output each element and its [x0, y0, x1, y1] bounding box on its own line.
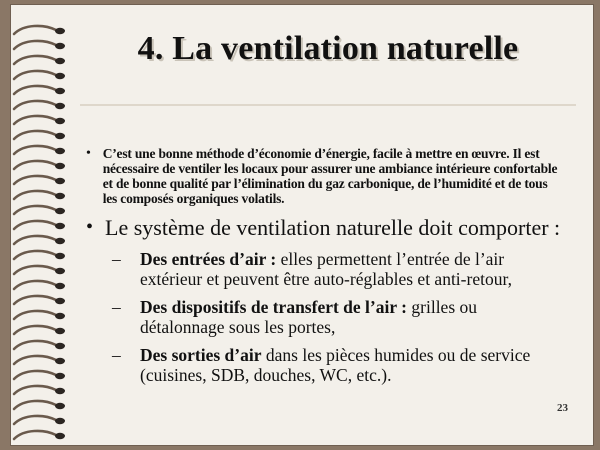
binding-hole	[55, 343, 65, 349]
spiral-ring	[14, 341, 56, 349]
spiral-ring	[14, 161, 56, 169]
spiral-ring	[14, 71, 56, 79]
binding-hole	[55, 133, 65, 139]
binding-hole	[55, 193, 65, 199]
spiral-ring	[14, 206, 56, 214]
bullet-1-text: C’est une bonne méthode d’économie d’énergie, facile à mettre en œuvre. Il est nécessaire de ventiler les locaux pour assurer une ambiance intérieure confortable et de bonne qualité par l’élimination du gaz carbonique, de l’humidité et de tous les composés organiques volatils.	[102, 146, 558, 206]
spiral-ring	[14, 386, 56, 394]
binding-hole	[55, 58, 65, 64]
binding-hole	[55, 268, 65, 274]
bullet-dot: •	[86, 216, 94, 238]
spiral-ring	[14, 431, 56, 439]
spiral-ring	[14, 26, 56, 34]
spiral-ring	[14, 41, 56, 49]
binding-hole	[55, 163, 65, 169]
title-divider	[80, 104, 576, 106]
bullet-1	[86, 146, 564, 206]
binding-hole	[55, 28, 65, 34]
spiral-ring	[14, 281, 56, 289]
spiral-ring	[14, 176, 56, 184]
sub-dash: –	[112, 249, 121, 269]
binding-hole	[55, 178, 65, 184]
binding-hole	[55, 313, 65, 319]
bullet-dot: •	[86, 146, 91, 161]
spiral-ring	[14, 371, 56, 379]
sub-dash: –	[112, 297, 121, 317]
sub-item-text	[140, 249, 564, 289]
slide-content	[80, 146, 564, 393]
sub-item	[112, 297, 564, 337]
binding-hole	[55, 103, 65, 109]
bullet-2-text: Le système de ventilation naturelle doit comporter :	[105, 215, 561, 240]
spiral-ring	[14, 146, 56, 154]
binding-hole	[55, 88, 65, 94]
sub-item-text	[140, 297, 564, 337]
spiral-ring	[14, 401, 56, 409]
sub-item-bold: Des entrées d’air :	[140, 249, 277, 269]
spiral-ring	[14, 311, 56, 319]
spiral-ring	[14, 251, 56, 259]
spiral-binding-icon	[10, 22, 80, 442]
binding-hole	[55, 418, 65, 424]
spiral-ring	[14, 266, 56, 274]
sub-item	[112, 345, 564, 385]
sub-item-bold: Des sorties d’air	[140, 345, 262, 365]
spiral-ring	[14, 326, 56, 334]
spiral-ring	[14, 56, 56, 64]
spiral-ring	[14, 416, 56, 424]
binding-hole	[55, 238, 65, 244]
sub-list	[112, 249, 564, 385]
spiral-ring	[14, 221, 56, 229]
binding-hole	[55, 148, 65, 154]
binding-hole	[55, 283, 65, 289]
spiral-ring	[14, 296, 56, 304]
binding-hole	[55, 253, 65, 259]
bullet-2	[86, 216, 564, 239]
binding-hole	[55, 73, 65, 79]
binding-hole	[55, 403, 65, 409]
slide	[10, 4, 594, 446]
sub-item-rest: dans les pièces humides ou de service (cuisines, SDB, douches, WC, etc.).	[140, 345, 531, 385]
sub-item-text	[140, 345, 564, 385]
binding-hole	[55, 328, 65, 334]
binding-hole	[55, 388, 65, 394]
spiral-ring	[14, 356, 56, 364]
sub-dash: –	[112, 345, 121, 365]
spiral-ring	[14, 101, 56, 109]
binding-hole	[55, 373, 65, 379]
binding-hole	[55, 118, 65, 124]
binding-hole	[55, 43, 65, 49]
spiral-ring	[14, 86, 56, 94]
binding-hole	[55, 358, 65, 364]
spiral-ring	[14, 131, 56, 139]
page-number: 23	[557, 402, 568, 414]
spiral-ring	[14, 116, 56, 124]
sub-item-rest: elles permettent l’entrée de l’air extérieur et peuvent être auto-réglables et anti-retour,	[140, 249, 512, 289]
binding-hole	[55, 433, 65, 439]
binding-hole	[55, 208, 65, 214]
sub-item-rest: grilles ou détalonnage sous les portes,	[140, 297, 478, 337]
spiral-ring	[14, 191, 56, 199]
binding-hole	[55, 298, 65, 304]
slide-title: 4. La ventilation naturelle	[137, 30, 519, 67]
spiral-ring	[14, 236, 56, 244]
sub-item-bold: Des dispositifs de transfert de l’air :	[140, 297, 408, 317]
sub-item	[112, 249, 564, 289]
binding-hole	[55, 223, 65, 229]
